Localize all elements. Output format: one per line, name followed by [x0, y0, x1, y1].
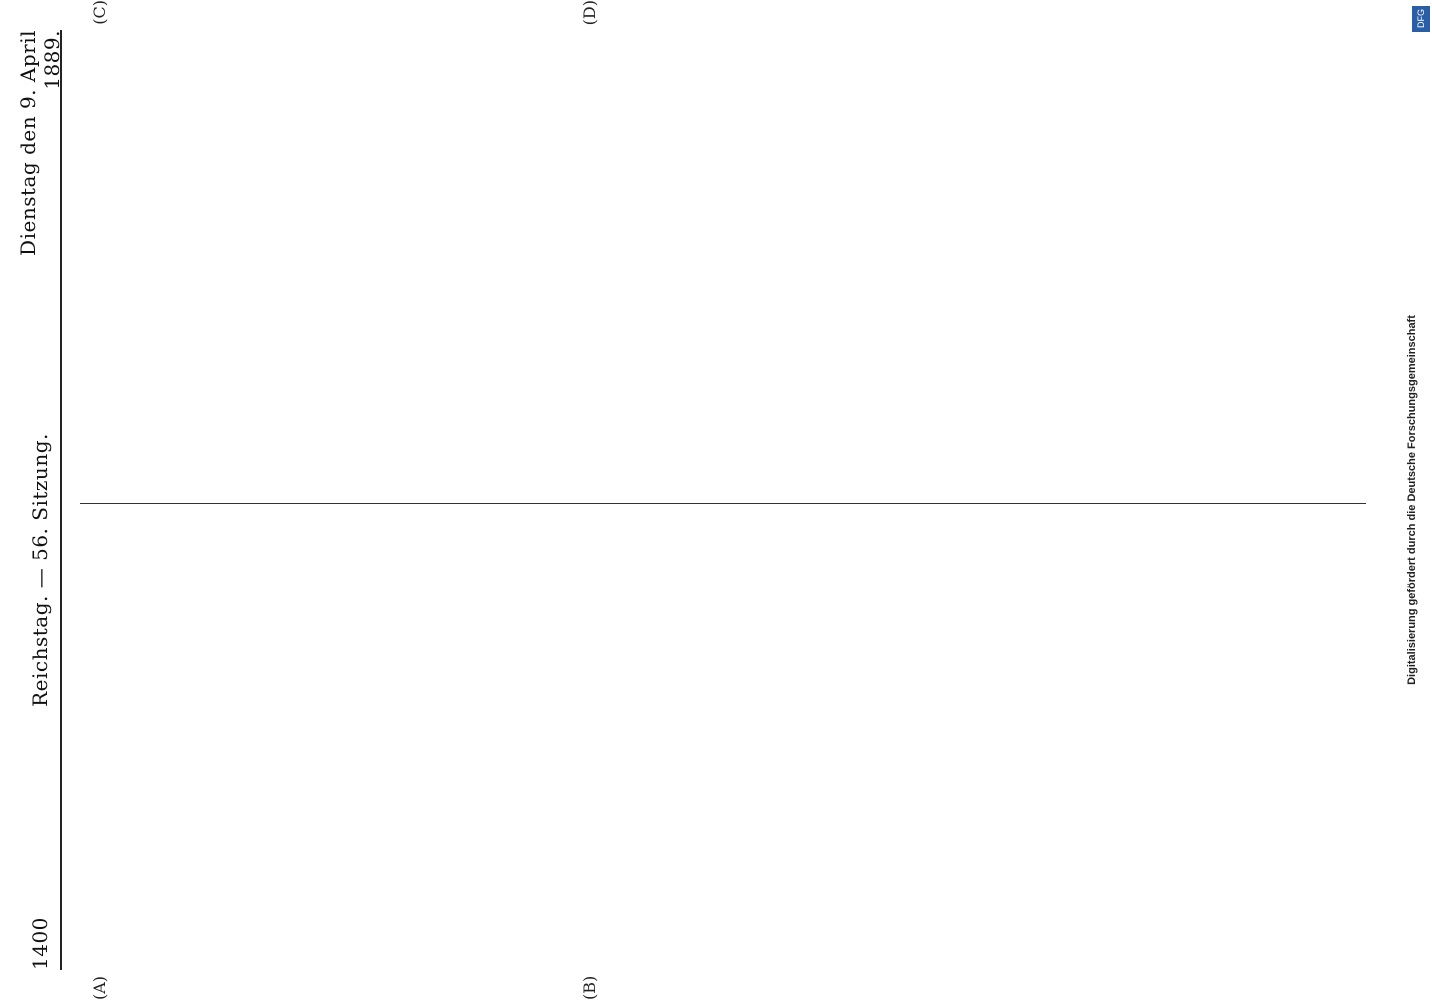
right-column	[80, 40, 1366, 488]
left-column	[80, 522, 1366, 970]
digitization-credit-text: Digitalisierung gefördert durch die Deutsche Forschungsgemeinschaft	[1406, 315, 1418, 685]
digitization-credit	[1402, 0, 1422, 1000]
dfg-logo-text: DFG	[1416, 9, 1426, 29]
page-number: 1400	[28, 917, 52, 970]
marker-d: (D)	[580, 0, 599, 26]
marker-a: (A)	[90, 975, 109, 1000]
running-head	[16, 30, 64, 970]
dfg-logo	[1412, 6, 1430, 32]
column-rule	[80, 503, 1366, 504]
marker-b: (B)	[580, 975, 599, 1000]
rotated-page-content	[16, 0, 1380, 1000]
marker-c: (C)	[90, 0, 109, 25]
session-title: Reichstag. — 56. Sitzung.	[28, 433, 52, 707]
session-date: Dienstag den 9. April 1889.	[16, 30, 64, 256]
